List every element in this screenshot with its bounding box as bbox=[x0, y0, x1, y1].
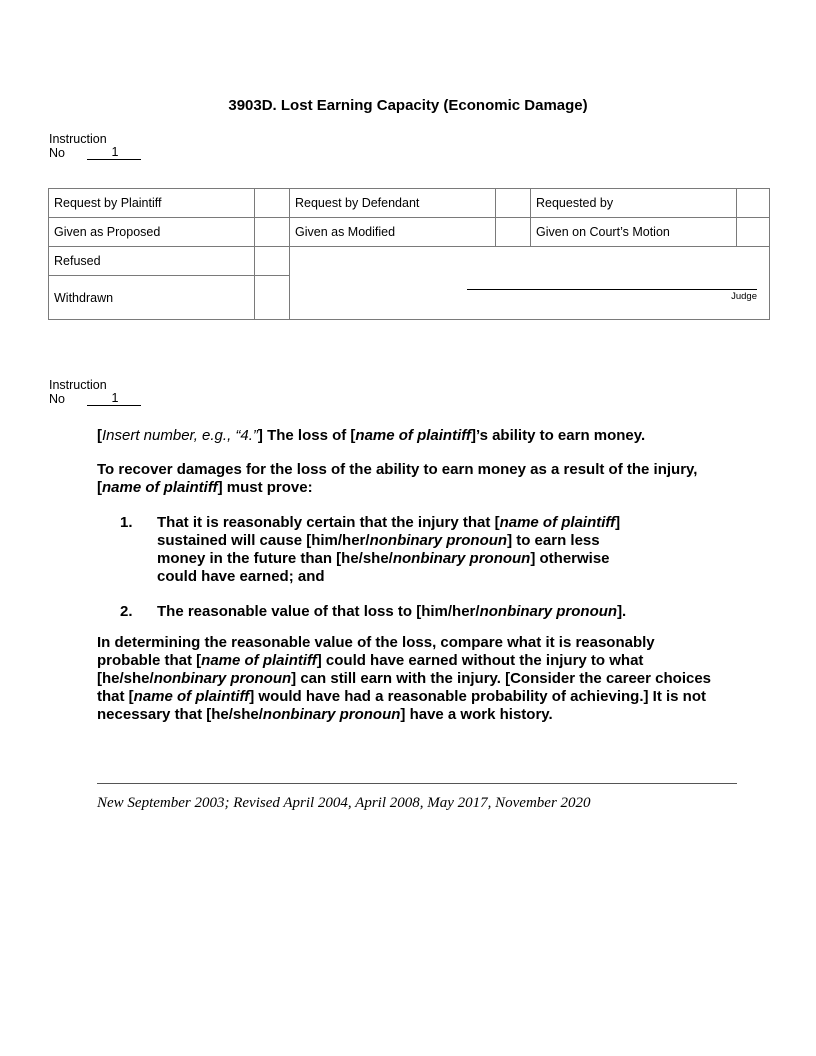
instruction-number: 1 bbox=[87, 146, 141, 160]
given-as-proposed-label: Given as Proposed bbox=[49, 218, 255, 247]
instruction-label-2: Instruction bbox=[49, 378, 107, 392]
no-label: No bbox=[49, 146, 65, 160]
instruction-number-block-top bbox=[49, 132, 141, 160]
judge-label: Judge bbox=[731, 290, 757, 302]
instruction-intro: To recover damages for the loss of the ability to earn money as a result of the injury, [name of plaintiff] must prove: bbox=[97, 461, 698, 496]
instruction-closing-paragraph: In determining the reasonable value of the loss, compare what it is reasonably probable that [name of plaintiff] could have earned without the injury to what [he/she/nonbinary pronoun] can still earn with the injury. [Consider the career choices that [name of plaintiff] would have had a reasonable probability of achieving.] It is not necessary that [he/she/nonbinary pronoun] have a work history. bbox=[97, 634, 712, 723]
given-on-courts-motion-label: Given on Court’s Motion bbox=[531, 218, 737, 247]
plaintiff-name-placeholder: name of plaintiff bbox=[355, 427, 471, 444]
instruction-number-2: 1 bbox=[87, 392, 141, 406]
request-status-table bbox=[48, 188, 770, 320]
request-by-defendant-label: Request by Defendant bbox=[290, 189, 496, 218]
instruction-number-block-bottom bbox=[49, 378, 141, 406]
given-on-courts-motion-box[interactable] bbox=[737, 218, 770, 247]
request-by-plaintiff-label: Request by Plaintiff bbox=[49, 189, 255, 218]
insert-number-placeholder: Insert number, e.g., “4.” bbox=[102, 427, 258, 444]
list-item: 1. That it is reasonably certain that the injury that [name of plaintiff] sustained will cause [him/her/nonbinary pronoun] to earn less money in the future than [he/she/nonbinary pronoun] otherwise could have earned; and bbox=[120, 514, 621, 585]
requested-by-box[interactable] bbox=[737, 189, 770, 218]
request-by-plaintiff-box[interactable] bbox=[255, 189, 290, 218]
page-title: 3903D. Lost Earning Capacity (Economic Damage) bbox=[228, 97, 588, 114]
withdrawn-label: Withdrawn bbox=[49, 276, 255, 320]
list-item: 2. The reasonable value of that loss to [him/her/nonbinary pronoun]. bbox=[120, 603, 627, 620]
given-as-proposed-box[interactable] bbox=[255, 218, 290, 247]
footer-divider bbox=[97, 783, 737, 784]
request-by-defendant-box[interactable] bbox=[496, 189, 531, 218]
withdrawn-box[interactable] bbox=[255, 276, 290, 320]
given-as-modified-box[interactable] bbox=[496, 218, 531, 247]
judge-signature-line[interactable] bbox=[467, 289, 757, 290]
requested-by-label: Requested by bbox=[531, 189, 737, 218]
no-label-2: No bbox=[49, 392, 65, 406]
list-item-number: 2. bbox=[120, 603, 133, 620]
refused-label: Refused bbox=[49, 247, 255, 276]
instruction-label: Instruction bbox=[49, 132, 107, 146]
revision-history: New September 2003; Revised April 2004, April 2008, May 2017, November 2020 bbox=[97, 795, 591, 811]
judge-signature-area bbox=[290, 247, 770, 320]
instruction-heading: [Insert number, e.g., “4.”] The loss of [name of plaintiff]’s ability to earn money. bbox=[97, 427, 646, 444]
given-as-modified-label: Given as Modified bbox=[290, 218, 496, 247]
list-item-number: 1. bbox=[120, 514, 133, 531]
refused-box[interactable] bbox=[255, 247, 290, 276]
